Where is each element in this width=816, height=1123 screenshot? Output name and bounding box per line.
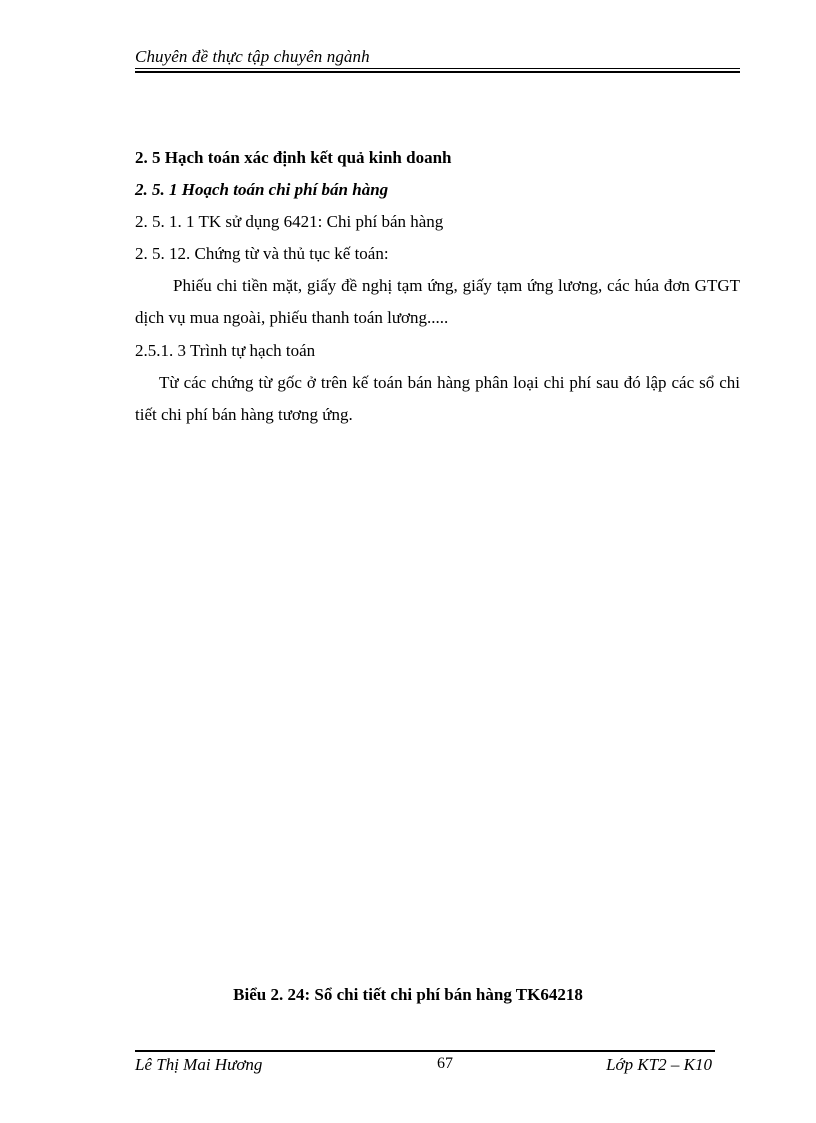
footer-class: Lớp KT2 – K10 <box>606 1055 712 1074</box>
footer-rule <box>135 1050 715 1052</box>
heading-2-5: 2. 5 Hạch toán xác định kết quả kinh doanh <box>135 148 452 167</box>
heading-2-5-1: 2. 5. 1 Hoạch toán chi phí bán hàng <box>135 180 389 199</box>
header-rule-thick <box>135 71 740 73</box>
header-rule-thin <box>135 68 740 69</box>
header-title: Chuyên đề thực tập chuyên ngành <box>135 47 370 66</box>
paragraph-procedure: Từ các chứng từ gốc ở trên kế toán bán hàng phân loại chi phí sau đó lập các sổ chi tiết chi phí bán hàng tương ứng. <box>135 373 740 424</box>
line-2-5-1-1: 2. 5. 1. 1 TK sử dụng 6421: Chi phí bán hàng <box>135 212 444 231</box>
footer-author: Lê Thị Mai Hương <box>135 1055 263 1074</box>
line-2-5-12: 2. 5. 12. Chứng từ và thủ tục kế toán: <box>135 244 389 263</box>
paragraph-documents: Phiếu chi tiền mặt, giấy đề nghị tạm ứng, giấy tạm ứng lương, các húa đơn GTGT dịch vụ mua ngoài, phiếu thanh toán lương..... <box>135 276 740 327</box>
line-2-5-1-3: 2.5.1. 3 Trình tự hạch toán <box>135 341 316 360</box>
table-caption: Biểu 2. 24: Sổ chi tiết chi phí bán hàng TK64218 <box>233 985 583 1004</box>
footer-page-number: 67 <box>437 1055 453 1072</box>
